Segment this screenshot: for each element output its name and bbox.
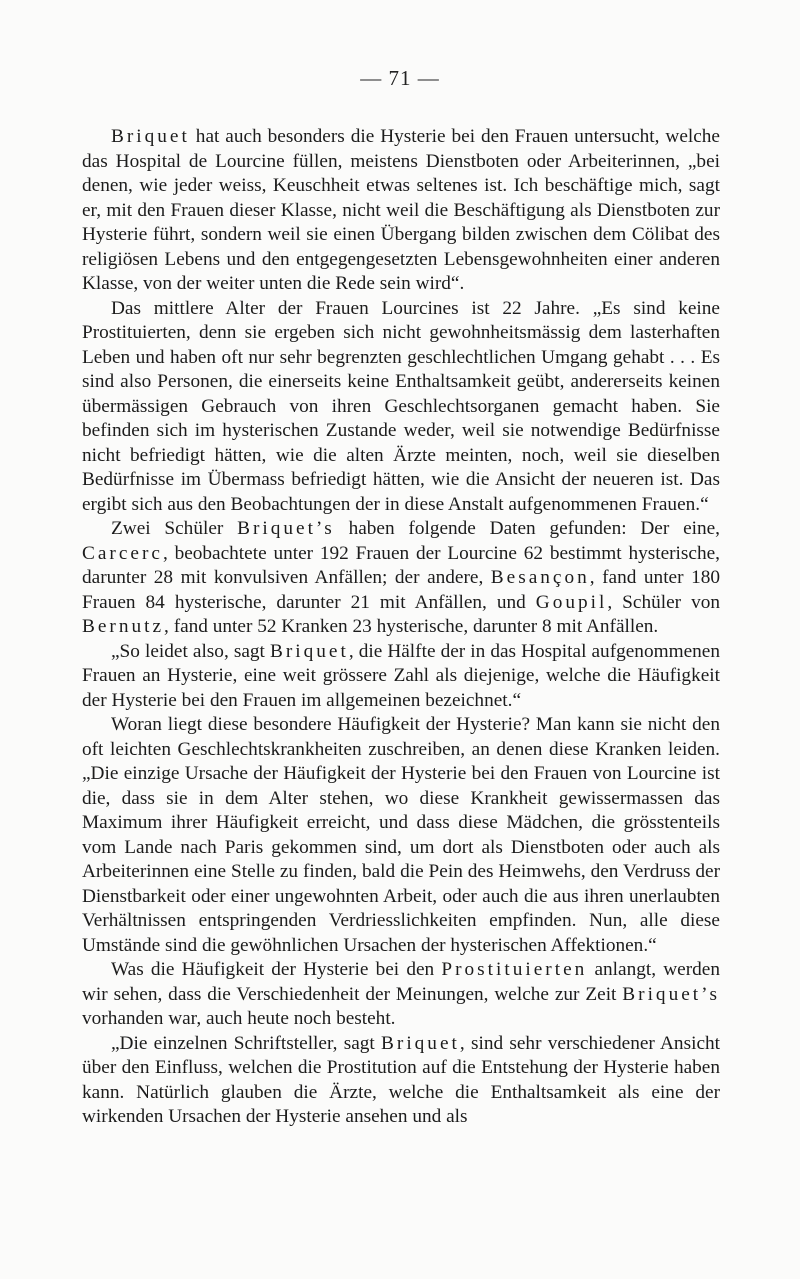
paragraph: [82, 958, 720, 1032]
text-run: , fand unter 52 Kranken 23 hysterische, darunter 8 mit Anfällen.: [164, 616, 659, 637]
text-run: haben folgende Daten gefunden: Der eine,: [334, 518, 720, 539]
text-run: Was die Häufigkeit der Hysterie bei den: [111, 959, 442, 980]
author-name: Briquet: [111, 126, 190, 147]
text-run: , beobachtete unter 192 Frauen der Lourcine 62 bestimmt hysterische, darunter 28 mit konvulsiven Anfällen; der andere,: [82, 542, 720, 588]
page-number: — 71 —: [360, 66, 440, 90]
text-run: Zwei Schüler: [111, 518, 238, 539]
text-run: , die Hälfte der in das Hospital aufgenommenen Frauen an Hysterie, eine weit grössere Zahl als diejenige, welche die Häufigkeit der Hysterie bei den Frauen im allgemeinen bezeichnet.“: [82, 640, 720, 711]
text-run: vorhanden war, auch heute noch besteht.: [82, 1008, 396, 1029]
paragraph: [82, 1032, 720, 1130]
text-run: anlangt, werden wir sehen, dass die Verschiedenheit der Meinungen, welche zur Zeit: [82, 959, 720, 1005]
author-name: Carcerc: [82, 542, 163, 564]
paragraph: [82, 517, 720, 640]
text-run: Woran liegt diese besondere Häufigkeit der Hysterie? Man kann sie nicht den oft leichten Geschlechtskrankheiten zuschreiben, an denen diese Kranken leiden. „Die einzige Ursache der Häufigkeit der Hysterie bei den Frauen von Lourcine ist die, dass sie in dem Alter stehen, wo diese Krankheit gewissermassen das Maximum ihrer Häufigkeit erreicht, und dass diese Mädchen, die grösstenteils vom Lande nach Paris gekommen sind, um dort als Dienstboten oder auch als Arbeiterinnen eine Stelle zu finden, bald die Pein des Heimwehs, den Verdruss der Dienstbarkeit oder einer ungewohnten Arbeit, oder auch die aus ihren unerlaubten Verhältnissen entspringenden Verdriesslichkeiten empfinden. Nun, alle diese Umstände sind die gewöhnlichen Ursachen der hysterischen Affektionen.“: [82, 714, 720, 956]
author-name: Briquet: [381, 1032, 460, 1054]
text-run: , sind sehr verschiedener Ansicht über den Einfluss, welchen die Prostitution auf die Entstehung der Hysterie haben kann. Natürlich glauben die Ärzte, welche die Enthaltsamkeit als eine der wirkenden Ursachen der Hysterie ansehen und als: [82, 1032, 720, 1127]
text-run: , Schüler von: [607, 591, 720, 613]
paragraph: [82, 297, 720, 518]
author-name: Besançon: [490, 567, 590, 588]
text-run: hat auch besonders die Hysterie bei den Frauen untersucht, welche das Hospital de Lourcine füllen, meistens Dienstboten oder Arbeiterinnen, „bei denen, wie jeder weiss, Keuschheit etwas seltenes ist. Ich beschäftige mich, sagt er, mit den Frauen dieser Klasse, nicht weil die Beschäftigung als Dienstboten zur Hysterie führt, sondern weil sie einen Übergang bilden zwischen dem Cölibat des religiösen Lebens und den entgegengesetzten Lebensgewohnheiten einer anderen Klasse, von der weiter unten die Rede sein wird“.: [82, 126, 720, 294]
text-run: „So leidet also, sagt: [111, 640, 270, 662]
author-name: Briquet’s: [237, 518, 335, 539]
text-run: Das mittlere Alter der Frauen Lourcines ist 22 Jahre. „Es sind keine Prostituierten, denn sie ergeben sich nicht gewohnheitsmässig dem lasterhaften Leben und haben oft nur sehr begrenzten geschlechtlichen Umgang gehabt . . . Es sind also Personen, die einerseits keine Enthaltsamkeit geübt, andererseits keinen übermässigen Gebrauch von ihren Geschlechtsorganen gemacht haben. Sie befinden sich im hysterischen Zustande weder, weil sie notwendige Bedürfnisse nicht befriedigt hätten, wie die alten Ärzte meinten, noch, weil sie dieselben Bedürfnisse im Übermass befriedigt hätten, wie die Ansicht der neueren ist. Das ergibt sich aus den Beobachtungen der in diese Anstalt aufgenommenen Frauen.“: [82, 297, 720, 515]
paragraph: [82, 125, 720, 297]
paragraph: [82, 713, 720, 958]
author-name: Briquet: [269, 640, 349, 662]
paragraph: [82, 640, 720, 714]
text-run: „Die einzelnen Schriftsteller, sagt: [111, 1032, 382, 1054]
author-name: Bernutz: [82, 616, 165, 637]
author-name: Briquet’s: [622, 983, 720, 1005]
emphasized-term: Prostituierten: [441, 959, 588, 980]
text-run: , fand unter 180 Frauen 84 hysterische, darunter 21 mit Anfällen, und: [82, 567, 720, 613]
author-name: Goupil: [535, 591, 608, 613]
body-text: [82, 125, 720, 1130]
